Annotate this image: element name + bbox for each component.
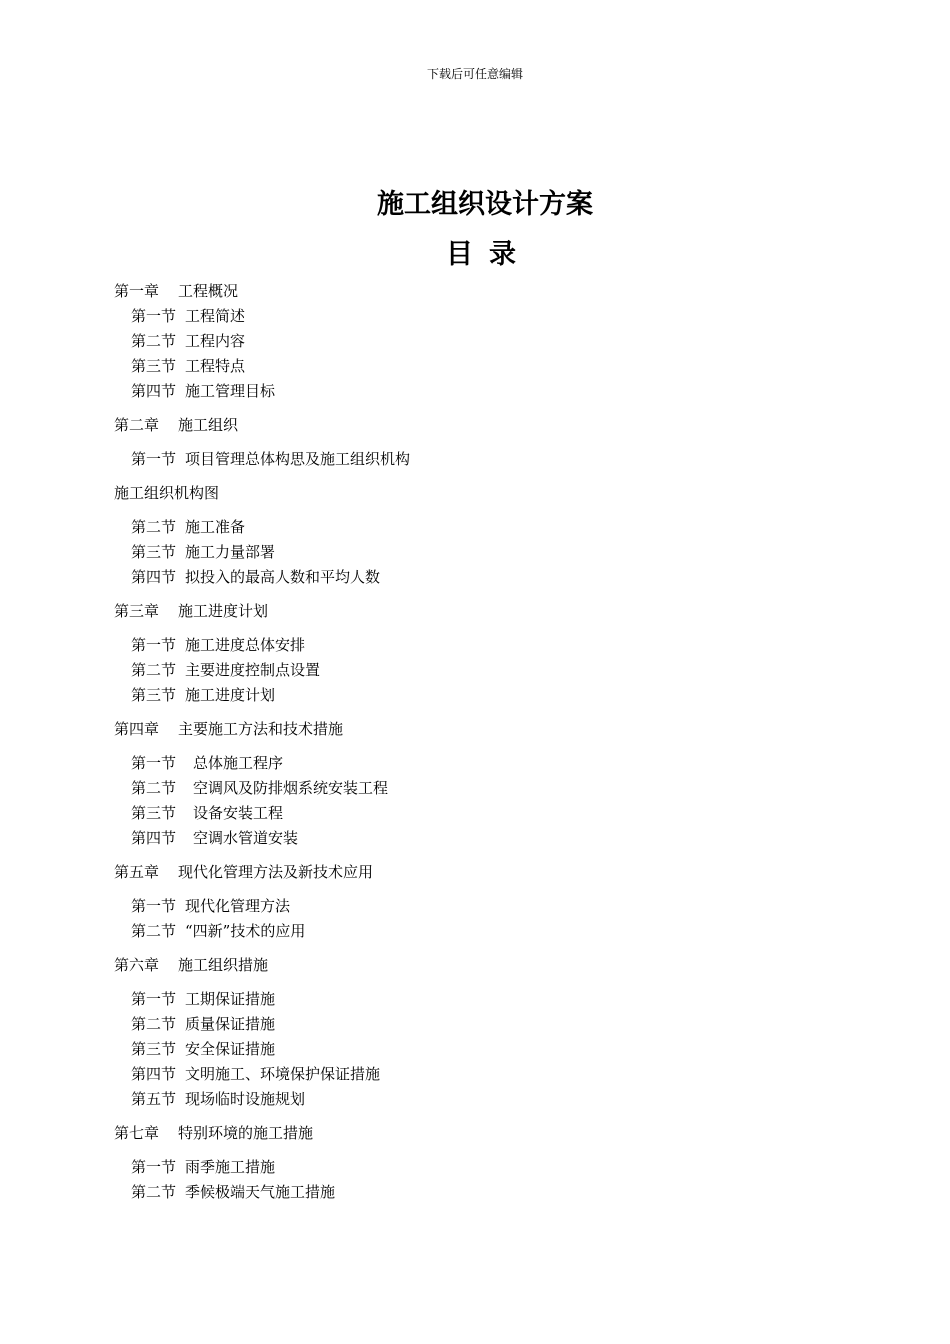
toc-chapter-entry bbox=[114, 860, 874, 885]
chapter-title: 施工进度计划 bbox=[178, 602, 269, 620]
toc-section-entry bbox=[114, 565, 874, 590]
section-number: 第二节 bbox=[131, 1015, 177, 1033]
section-number: 第四节 bbox=[131, 1065, 177, 1083]
section-number: 第四节 bbox=[131, 382, 177, 400]
section-title: “四新”技术的应用 bbox=[185, 922, 306, 940]
section-title: 施工力量部署 bbox=[185, 543, 276, 561]
section-title: 工程内容 bbox=[185, 332, 246, 350]
section-title: 空调风及防排烟系统安装工程 bbox=[193, 779, 389, 797]
section-title: 设备安装工程 bbox=[193, 804, 284, 822]
toc-section-entry bbox=[114, 987, 874, 1012]
chapter-title: 主要施工方法和技术措施 bbox=[178, 720, 344, 738]
toc-section-entry bbox=[114, 894, 874, 919]
chapter-title: 施工组织机构图 bbox=[114, 484, 220, 502]
section-number: 第三节 bbox=[131, 686, 177, 704]
section-title: 工期保证措施 bbox=[185, 990, 276, 1008]
toc-section-entry bbox=[114, 801, 874, 826]
toc-section-entry bbox=[114, 1012, 874, 1037]
toc-section-entry bbox=[114, 515, 874, 540]
section-number: 第一节 bbox=[131, 754, 177, 772]
section-number: 第二节 bbox=[131, 332, 177, 350]
section-number: 第三节 bbox=[131, 1040, 177, 1058]
chapter-title: 特别环境的施工措施 bbox=[178, 1124, 314, 1142]
section-number: 第二节 bbox=[131, 779, 177, 797]
toc-section-entry bbox=[114, 633, 874, 658]
section-title: 施工进度计划 bbox=[185, 686, 276, 704]
section-number: 第五节 bbox=[131, 1090, 177, 1108]
section-title: 总体施工程序 bbox=[193, 754, 284, 772]
toc-section-entry bbox=[114, 919, 874, 944]
section-title: 季候极端天气施工措施 bbox=[185, 1183, 336, 1201]
section-number: 第二节 bbox=[131, 518, 177, 536]
toc-section-entry bbox=[114, 776, 874, 801]
section-number: 第二节 bbox=[131, 1183, 177, 1201]
section-number: 第四节 bbox=[131, 568, 177, 586]
section-number: 第三节 bbox=[131, 804, 177, 822]
section-title: 施工准备 bbox=[185, 518, 246, 536]
chapter-number: 第三章 bbox=[114, 602, 160, 620]
table-of-contents bbox=[114, 279, 874, 1205]
toc-section-entry bbox=[114, 354, 874, 379]
section-title: 雨季施工措施 bbox=[185, 1158, 276, 1176]
section-title: 主要进度控制点设置 bbox=[185, 661, 321, 679]
chapter-title: 工程概况 bbox=[178, 282, 239, 300]
toc-chapter-entry bbox=[114, 481, 874, 506]
section-number: 第四节 bbox=[131, 829, 177, 847]
toc-chapter-entry bbox=[114, 953, 874, 978]
section-title: 工程特点 bbox=[185, 357, 246, 375]
chapter-number: 第二章 bbox=[114, 416, 160, 434]
toc-chapter-entry bbox=[114, 279, 874, 304]
section-title: 工程简述 bbox=[185, 307, 246, 325]
section-title: 质量保证措施 bbox=[185, 1015, 276, 1033]
page-header-note: 下载后可任意编辑 bbox=[426, 67, 523, 81]
toc-section-entry bbox=[114, 447, 874, 472]
toc-chapter-entry bbox=[114, 717, 874, 742]
section-number: 第一节 bbox=[131, 990, 177, 1008]
chapter-number: 第四章 bbox=[114, 720, 160, 738]
toc-section-entry bbox=[114, 751, 874, 776]
chapter-number: 第六章 bbox=[114, 956, 160, 974]
toc-section-entry bbox=[114, 304, 874, 329]
section-number: 第一节 bbox=[131, 897, 177, 915]
chapter-number: 第五章 bbox=[114, 863, 160, 881]
toc-section-entry bbox=[114, 379, 874, 404]
toc-section-entry bbox=[114, 329, 874, 354]
chapter-number: 第一章 bbox=[114, 282, 160, 300]
section-title: 施工管理目标 bbox=[185, 382, 276, 400]
chapter-title: 施工组织 bbox=[178, 416, 239, 434]
section-title: 空调水管道安装 bbox=[193, 829, 299, 847]
section-title: 现代化管理方法 bbox=[185, 897, 291, 915]
section-title: 拟投入的最高人数和平均人数 bbox=[185, 568, 381, 586]
section-title: 施工进度总体安排 bbox=[185, 636, 306, 654]
chapter-title: 施工组织措施 bbox=[178, 956, 269, 974]
section-title: 文明施工、环境保护保证措施 bbox=[185, 1065, 381, 1083]
section-number: 第一节 bbox=[131, 636, 177, 654]
toc-section-entry bbox=[114, 826, 874, 851]
toc-chapter-entry bbox=[114, 1121, 874, 1146]
section-number: 第三节 bbox=[131, 357, 177, 375]
document-title: 施工组织设计方案 bbox=[377, 189, 593, 220]
section-title: 项目管理总体构思及施工组织机构 bbox=[185, 450, 411, 468]
toc-section-entry bbox=[114, 1155, 874, 1180]
toc-section-entry bbox=[114, 1180, 874, 1205]
chapter-number: 第七章 bbox=[114, 1124, 160, 1142]
toc-section-entry bbox=[114, 1037, 874, 1062]
toc-chapter-entry bbox=[114, 413, 874, 438]
toc-section-entry bbox=[114, 658, 874, 683]
toc-section-entry bbox=[114, 1087, 874, 1112]
chapter-title: 现代化管理方法及新技术应用 bbox=[178, 863, 374, 881]
section-title: 现场临时设施规划 bbox=[185, 1090, 306, 1108]
section-number: 第二节 bbox=[131, 922, 177, 940]
section-number: 第三节 bbox=[131, 543, 177, 561]
toc-chapter-entry bbox=[114, 599, 874, 624]
section-number: 第一节 bbox=[131, 1158, 177, 1176]
section-number: 第一节 bbox=[131, 307, 177, 325]
section-number: 第二节 bbox=[131, 661, 177, 679]
toc-section-entry bbox=[114, 1062, 874, 1087]
section-number: 第一节 bbox=[131, 450, 177, 468]
toc-section-entry bbox=[114, 540, 874, 565]
section-title: 安全保证措施 bbox=[185, 1040, 276, 1058]
toc-heading: 目录 bbox=[446, 239, 532, 270]
toc-section-entry bbox=[114, 683, 874, 708]
